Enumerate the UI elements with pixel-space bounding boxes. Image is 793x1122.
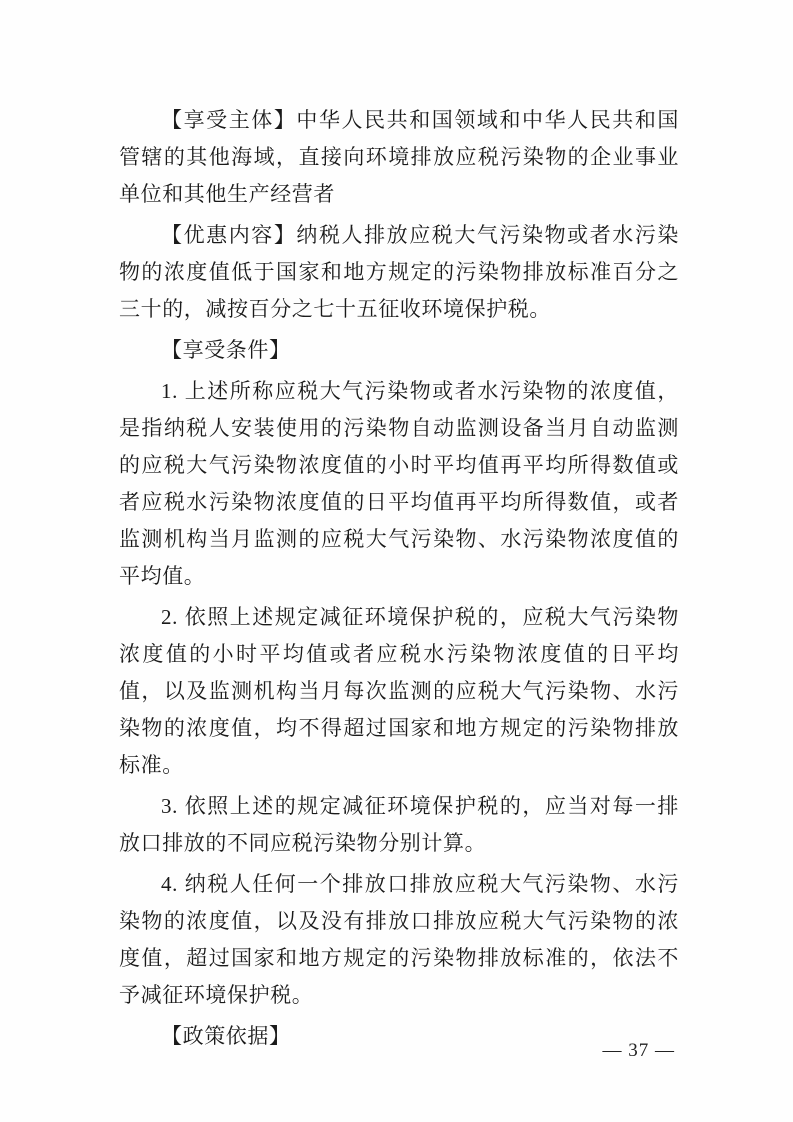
- paragraph-beneficiary: 【享受主体】中华人民共和国领域和中华人民共和国管辖的其他海域，直接向环境排放应税污染物的企业事业单位和其他生产经营者: [119, 108, 679, 206]
- paragraph-benefit-content: 【优惠内容】纳税人排放应税大气污染物或者水污染物的浓度值低于国家和地方规定的污染物排放标准百分之三十的，减按百分之七十五征收环境保护税。: [119, 223, 679, 321]
- document-body: [119, 102, 679, 1055]
- page-number: — 37 —: [602, 1040, 675, 1061]
- paragraph-condition-4: 4. 纳税人任何一个排放口排放应税大气污染物、水污染物的浓度值，以及没有排放口排放应税大气污染物的浓度值，超过国家和地方规定的污染物排放标准的，依法不予减征环境保护税。: [119, 872, 679, 1007]
- paragraph-condition-2: 2. 依照上述规定减征环境保护税的，应税大气污染物浓度值的小时平均值或者应税水污染物浓度值的日平均值，以及监测机构当月每次监测的应税大气污染物、水污染物的浓度值，均不得超过国家和地方规定的污染物排放标准。: [119, 605, 679, 777]
- paragraph-condition-1: 1. 上述所称应税大气污染物或者水污染物的浓度值，是指纳税人安装使用的污染物自动监测设备当月自动监测的应税大气污染物浓度值的小时平均值再平均所得数值或者应税水污染物浓度值的日平均值再平均所得数值，或者监测机构当月监测的应税大气污染物、水污染物浓度值的平均值。: [119, 379, 679, 588]
- paragraph-condition-3: 3. 依照上述的规定减征环境保护税的，应当对每一排放口排放的不同应税污染物分别计算。: [119, 794, 679, 855]
- heading-conditions: 【享受条件】: [161, 338, 291, 362]
- heading-policy-basis: 【政策依据】: [161, 1024, 291, 1048]
